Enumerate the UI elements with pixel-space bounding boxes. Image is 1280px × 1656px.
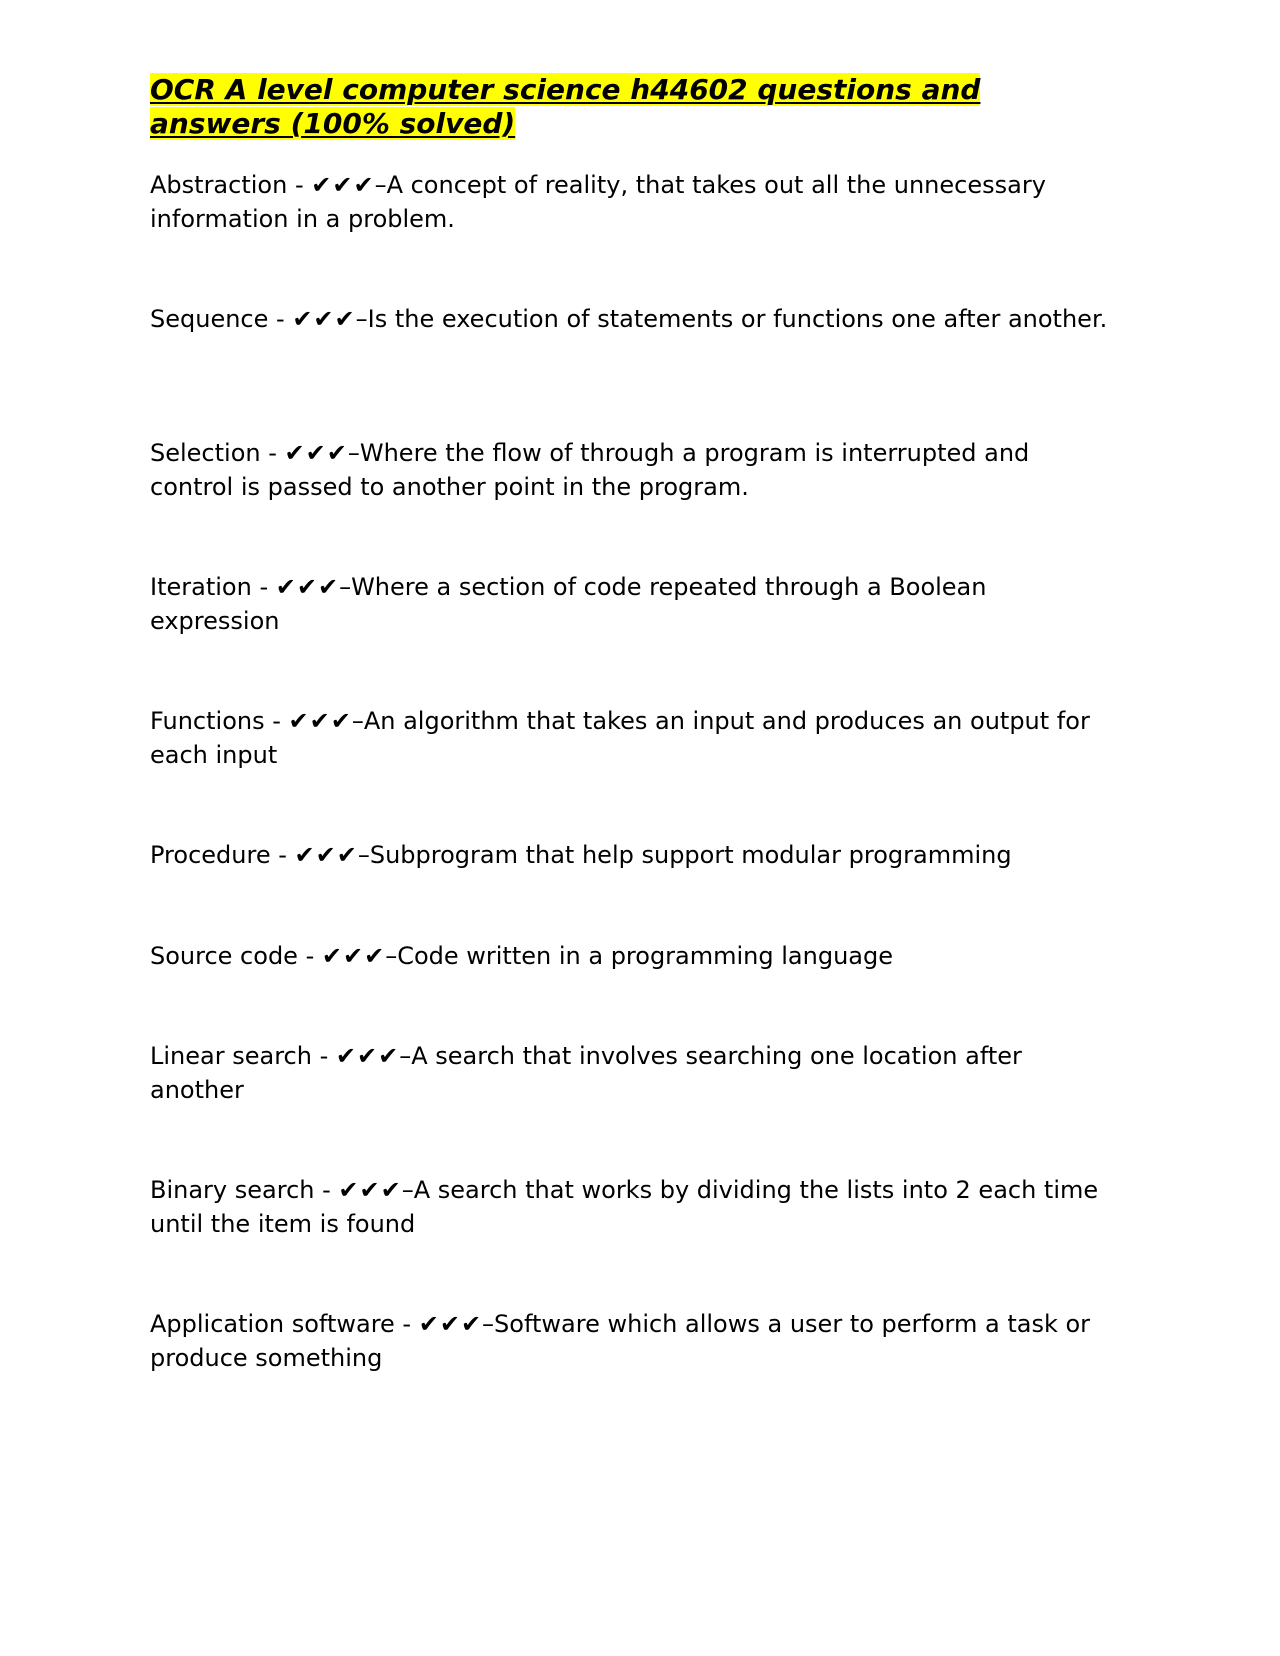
entry-term: Sequence — [150, 305, 269, 333]
triple-check-icon: ✔✔✔ — [338, 1176, 402, 1204]
definition-entry-functions — [150, 704, 1110, 772]
entry-dash: – — [374, 171, 387, 199]
entry-definition: Software which allows a user to perform a task or produce something — [150, 1310, 1091, 1372]
entry-definition: A search that involves searching one location after another — [150, 1042, 1022, 1104]
triple-check-icon: ✔✔✔ — [288, 707, 352, 735]
definition-entry-binary-search — [150, 1173, 1110, 1241]
entry-term: Iteration — [150, 573, 252, 601]
entry-separator: - — [297, 942, 322, 970]
definition-list — [150, 168, 1110, 1441]
definition-entry-selection — [150, 436, 1110, 504]
entry-term: Selection — [150, 439, 261, 467]
triple-check-icon: ✔✔✔ — [311, 171, 375, 199]
entry-separator: - — [264, 707, 289, 735]
definition-entry-iteration — [150, 570, 1110, 638]
definition-entry-sequence — [150, 302, 1110, 370]
definition-entry-application-software — [150, 1307, 1110, 1375]
entry-dash: – — [401, 1176, 414, 1204]
triple-check-icon: ✔✔✔ — [275, 573, 340, 601]
entry-dash: – — [385, 942, 398, 970]
document-title — [150, 73, 1110, 141]
entry-dash: – — [482, 1310, 495, 1338]
entry-term: Source code — [150, 942, 298, 970]
entry-dash: – — [399, 1042, 412, 1070]
entry-dash: – — [347, 439, 360, 467]
entry-separator: - — [268, 305, 293, 333]
entry-term: Linear search — [150, 1042, 312, 1070]
entry-definition: Where the flow of through a program is interrupted and control is passed to another point in the program. — [150, 439, 1030, 501]
entry-definition: Where a section of code repeated through a Boolean expression — [150, 573, 987, 635]
entry-separator: - — [287, 171, 312, 199]
entry-definition: Is the execution of statements or functions one after another. — [367, 305, 1108, 333]
triple-check-icon: ✔✔✔ — [321, 942, 386, 970]
triple-check-icon: ✔✔✔ — [284, 439, 348, 467]
entry-term: Functions — [150, 707, 265, 735]
definition-entry-procedure — [150, 838, 1110, 872]
entry-dash: – — [357, 841, 370, 869]
triple-check-icon: ✔✔✔ — [418, 1310, 483, 1338]
entry-dash: – — [355, 305, 368, 333]
entry-term: Procedure — [150, 841, 271, 869]
entry-separator: - — [394, 1310, 419, 1338]
entry-definition: A concept of reality, that takes out all the unnecessary information in a problem. — [150, 171, 1046, 233]
definition-entry-abstraction — [150, 168, 1110, 236]
triple-check-icon: ✔✔✔ — [294, 841, 358, 869]
entry-term: Binary search — [150, 1176, 315, 1204]
entry-separator: - — [260, 439, 285, 467]
entry-definition: An algorithm that takes an input and produces an output for each input — [150, 707, 1090, 769]
definition-entry-linear-search — [150, 1039, 1110, 1107]
entry-separator: - — [270, 841, 295, 869]
entry-separator: - — [251, 573, 276, 601]
entry-dash: – — [339, 573, 352, 601]
entry-separator: - — [314, 1176, 339, 1204]
entry-term: Application software — [150, 1310, 395, 1338]
entry-definition: Subprogram that help support modular programming — [369, 841, 1012, 869]
entry-separator: - — [311, 1042, 336, 1070]
triple-check-icon: ✔✔✔ — [335, 1042, 400, 1070]
entry-term: Abstraction — [150, 171, 288, 199]
triple-check-icon: ✔✔✔ — [292, 305, 356, 333]
document-title-text: OCR A level computer science h44602 questions and answers (100% solved) — [150, 73, 981, 140]
definition-entry-source-code — [150, 939, 1110, 973]
entry-definition: Code written in a programming language — [397, 942, 893, 970]
entry-dash: – — [351, 707, 364, 735]
entry-definition: A search that works by dividing the lists into 2 each time until the item is found — [150, 1176, 1099, 1238]
